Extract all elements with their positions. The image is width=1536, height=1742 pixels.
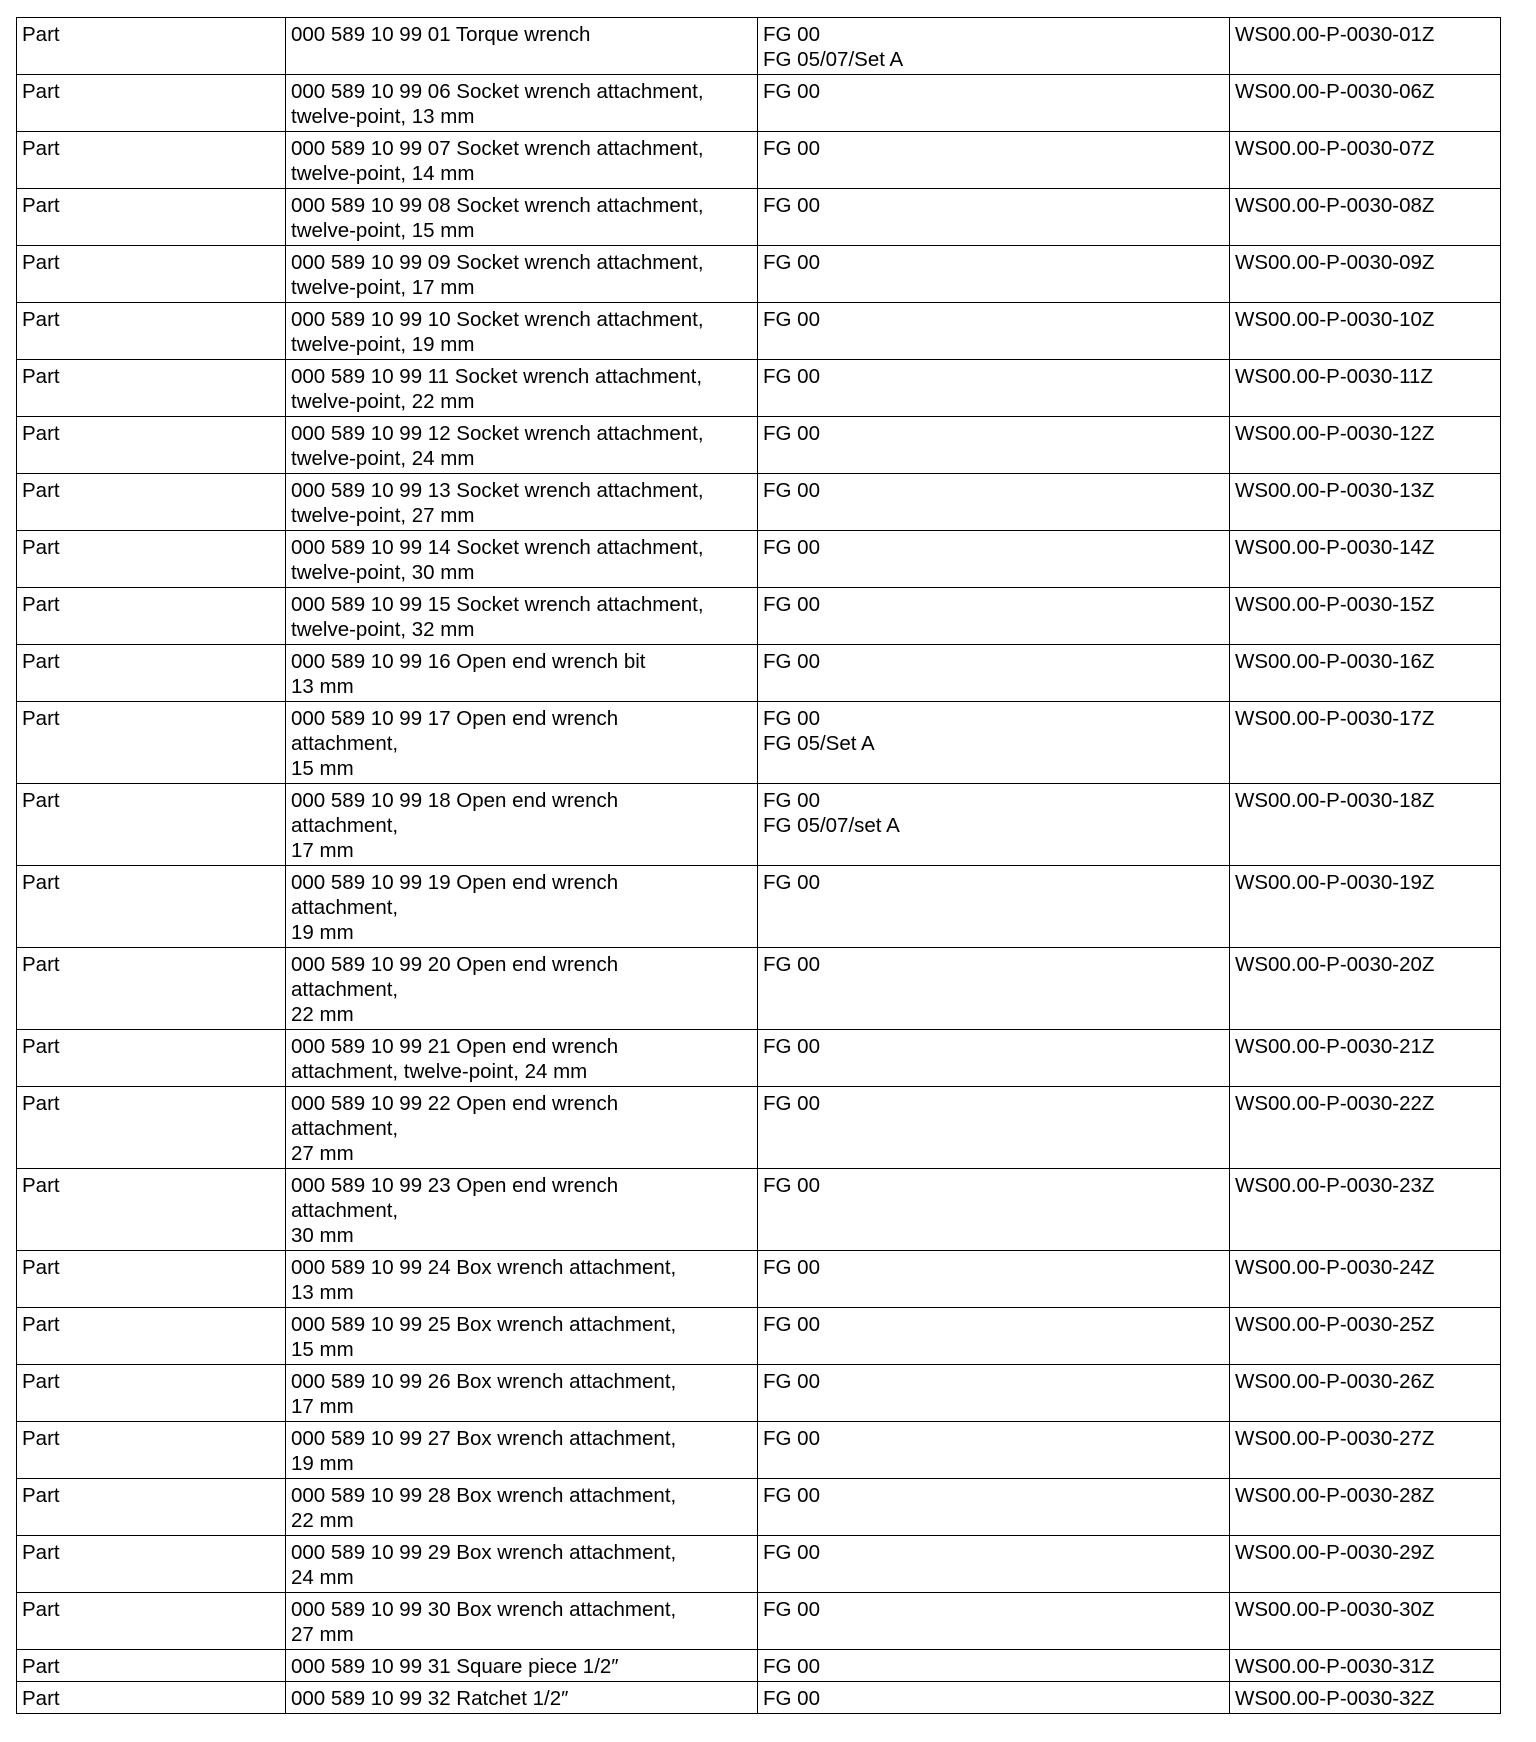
cell-function-group: FG 00: [758, 474, 1230, 531]
cell-document-number: WS00.00-P-0030-30Z: [1230, 1593, 1501, 1650]
cell-function-group: FG 00: [758, 645, 1230, 702]
cell-document-number: WS00.00-P-0030-14Z: [1230, 531, 1501, 588]
cell-description: 000 589 10 99 23 Open end wrench attachment, 30 mm: [286, 1169, 758, 1251]
table-row: [17, 645, 1501, 702]
cell-description: 000 589 10 99 28 Box wrench attachment, 22 mm: [286, 1479, 758, 1536]
cell-document-number: WS00.00-P-0030-01Z: [1230, 18, 1501, 75]
cell-function-group: FG 00: [758, 1682, 1230, 1714]
cell-description: 000 589 10 99 11 Socket wrench attachment, twelve-point, 22 mm: [286, 360, 758, 417]
cell-type: Part: [17, 645, 286, 702]
cell-description: 000 589 10 99 09 Socket wrench attachment, twelve-point, 17 mm: [286, 246, 758, 303]
cell-document-number: WS00.00-P-0030-13Z: [1230, 474, 1501, 531]
cell-type: Part: [17, 18, 286, 75]
cell-function-group: FG 00: [758, 531, 1230, 588]
cell-type: Part: [17, 1365, 286, 1422]
table-row: [17, 1365, 1501, 1422]
table-row: [17, 474, 1501, 531]
table-row: [17, 189, 1501, 246]
cell-description: 000 589 10 99 06 Socket wrench attachment, twelve-point, 13 mm: [286, 75, 758, 132]
cell-type: Part: [17, 1682, 286, 1714]
cell-type: Part: [17, 702, 286, 784]
table-row: [17, 18, 1501, 75]
parts-table-body: [17, 18, 1501, 1714]
table-row: [17, 303, 1501, 360]
cell-description: 000 589 10 99 01 Torque wrench: [286, 18, 758, 75]
cell-type: Part: [17, 1479, 286, 1536]
cell-function-group: FG 00: [758, 132, 1230, 189]
cell-function-group: FG 00: [758, 1593, 1230, 1650]
table-row: [17, 246, 1501, 303]
cell-document-number: WS00.00-P-0030-28Z: [1230, 1479, 1501, 1536]
cell-function-group: FG 00: [758, 588, 1230, 645]
cell-function-group: FG 00: [758, 417, 1230, 474]
cell-description: 000 589 10 99 22 Open end wrench attachment, 27 mm: [286, 1087, 758, 1169]
cell-description: 000 589 10 99 20 Open end wrench attachment, 22 mm: [286, 948, 758, 1030]
cell-function-group: FG 00: [758, 1030, 1230, 1087]
cell-document-number: WS00.00-P-0030-16Z: [1230, 645, 1501, 702]
table-row: [17, 1169, 1501, 1251]
cell-function-group: FG 00: [758, 1087, 1230, 1169]
table-row: [17, 866, 1501, 948]
cell-type: Part: [17, 1422, 286, 1479]
cell-type: Part: [17, 1251, 286, 1308]
cell-function-group: FG 00: [758, 1308, 1230, 1365]
cell-type: Part: [17, 531, 286, 588]
cell-function-group: FG 00: [758, 948, 1230, 1030]
cell-description: 000 589 10 99 19 Open end wrench attachment, 19 mm: [286, 866, 758, 948]
cell-function-group: FG 00: [758, 1169, 1230, 1251]
cell-type: Part: [17, 1030, 286, 1087]
cell-description: 000 589 10 99 25 Box wrench attachment, 15 mm: [286, 1308, 758, 1365]
cell-description: 000 589 10 99 31 Square piece 1/2″: [286, 1650, 758, 1682]
cell-document-number: WS00.00-P-0030-22Z: [1230, 1087, 1501, 1169]
cell-document-number: WS00.00-P-0030-08Z: [1230, 189, 1501, 246]
cell-type: Part: [17, 132, 286, 189]
cell-function-group: FG 00: [758, 303, 1230, 360]
cell-type: Part: [17, 417, 286, 474]
cell-document-number: WS00.00-P-0030-06Z: [1230, 75, 1501, 132]
table-row: [17, 1479, 1501, 1536]
cell-function-group: FG 00 FG 05/07/set A: [758, 784, 1230, 866]
cell-function-group: FG 00: [758, 1365, 1230, 1422]
cell-type: Part: [17, 189, 286, 246]
cell-description: 000 589 10 99 32 Ratchet 1/2″: [286, 1682, 758, 1714]
cell-document-number: WS00.00-P-0030-17Z: [1230, 702, 1501, 784]
cell-description: 000 589 10 99 16 Open end wrench bit 13 mm: [286, 645, 758, 702]
cell-document-number: WS00.00-P-0030-20Z: [1230, 948, 1501, 1030]
table-row: [17, 1536, 1501, 1593]
cell-description: 000 589 10 99 17 Open end wrench attachment, 15 mm: [286, 702, 758, 784]
cell-function-group: FG 00: [758, 75, 1230, 132]
table-row: [17, 1682, 1501, 1714]
cell-description: 000 589 10 99 26 Box wrench attachment, 17 mm: [286, 1365, 758, 1422]
cell-document-number: WS00.00-P-0030-09Z: [1230, 246, 1501, 303]
table-row: [17, 417, 1501, 474]
table-row: [17, 1422, 1501, 1479]
cell-document-number: WS00.00-P-0030-19Z: [1230, 866, 1501, 948]
table-row: [17, 588, 1501, 645]
cell-type: Part: [17, 588, 286, 645]
cell-function-group: FG 00 FG 05/07/Set A: [758, 18, 1230, 75]
cell-type: Part: [17, 474, 286, 531]
cell-document-number: WS00.00-P-0030-12Z: [1230, 417, 1501, 474]
table-row: [17, 1087, 1501, 1169]
cell-document-number: WS00.00-P-0030-32Z: [1230, 1682, 1501, 1714]
cell-function-group: FG 00: [758, 360, 1230, 417]
cell-type: Part: [17, 866, 286, 948]
cell-document-number: WS00.00-P-0030-25Z: [1230, 1308, 1501, 1365]
cell-function-group: FG 00 FG 05/Set A: [758, 702, 1230, 784]
table-row: [17, 1593, 1501, 1650]
cell-type: Part: [17, 1593, 286, 1650]
cell-document-number: WS00.00-P-0030-18Z: [1230, 784, 1501, 866]
cell-type: Part: [17, 1308, 286, 1365]
cell-type: Part: [17, 948, 286, 1030]
cell-document-number: WS00.00-P-0030-21Z: [1230, 1030, 1501, 1087]
cell-description: 000 589 10 99 13 Socket wrench attachment, twelve-point, 27 mm: [286, 474, 758, 531]
cell-type: Part: [17, 303, 286, 360]
cell-document-number: WS00.00-P-0030-15Z: [1230, 588, 1501, 645]
table-row: [17, 132, 1501, 189]
cell-document-number: WS00.00-P-0030-24Z: [1230, 1251, 1501, 1308]
cell-document-number: WS00.00-P-0030-07Z: [1230, 132, 1501, 189]
cell-description: 000 589 10 99 12 Socket wrench attachment, twelve-point, 24 mm: [286, 417, 758, 474]
cell-description: 000 589 10 99 14 Socket wrench attachment, twelve-point, 30 mm: [286, 531, 758, 588]
cell-function-group: FG 00: [758, 1479, 1230, 1536]
cell-type: Part: [17, 246, 286, 303]
cell-description: 000 589 10 99 24 Box wrench attachment, 13 mm: [286, 1251, 758, 1308]
cell-document-number: WS00.00-P-0030-11Z: [1230, 360, 1501, 417]
table-row: [17, 360, 1501, 417]
table-row: [17, 1030, 1501, 1087]
cell-description: 000 589 10 99 18 Open end wrench attachment, 17 mm: [286, 784, 758, 866]
cell-type: Part: [17, 1650, 286, 1682]
cell-function-group: FG 00: [758, 866, 1230, 948]
cell-description: 000 589 10 99 15 Socket wrench attachment, twelve-point, 32 mm: [286, 588, 758, 645]
table-row: [17, 1650, 1501, 1682]
cell-document-number: WS00.00-P-0030-10Z: [1230, 303, 1501, 360]
table-row: [17, 1308, 1501, 1365]
parts-table: [16, 17, 1501, 1714]
cell-type: Part: [17, 75, 286, 132]
table-row: [17, 1251, 1501, 1308]
cell-function-group: FG 00: [758, 246, 1230, 303]
cell-function-group: FG 00: [758, 1650, 1230, 1682]
cell-document-number: WS00.00-P-0030-29Z: [1230, 1536, 1501, 1593]
table-row: [17, 948, 1501, 1030]
cell-document-number: WS00.00-P-0030-31Z: [1230, 1650, 1501, 1682]
cell-function-group: FG 00: [758, 1422, 1230, 1479]
cell-type: Part: [17, 1536, 286, 1593]
cell-type: Part: [17, 1087, 286, 1169]
cell-description: 000 589 10 99 08 Socket wrench attachment, twelve-point, 15 mm: [286, 189, 758, 246]
cell-description: 000 589 10 99 07 Socket wrench attachment, twelve-point, 14 mm: [286, 132, 758, 189]
table-row: [17, 531, 1501, 588]
cell-function-group: FG 00: [758, 1251, 1230, 1308]
cell-description: 000 589 10 99 30 Box wrench attachment, 27 mm: [286, 1593, 758, 1650]
table-row: [17, 702, 1501, 784]
cell-type: Part: [17, 1169, 286, 1251]
cell-description: 000 589 10 99 21 Open end wrench attachment, twelve-point, 24 mm: [286, 1030, 758, 1087]
cell-document-number: WS00.00-P-0030-27Z: [1230, 1422, 1501, 1479]
table-row: [17, 75, 1501, 132]
cell-function-group: FG 00: [758, 189, 1230, 246]
cell-type: Part: [17, 360, 286, 417]
cell-description: 000 589 10 99 27 Box wrench attachment, 19 mm: [286, 1422, 758, 1479]
cell-function-group: FG 00: [758, 1536, 1230, 1593]
cell-description: 000 589 10 99 29 Box wrench attachment, 24 mm: [286, 1536, 758, 1593]
table-row: [17, 784, 1501, 866]
cell-type: Part: [17, 784, 286, 866]
cell-description: 000 589 10 99 10 Socket wrench attachment, twelve-point, 19 mm: [286, 303, 758, 360]
cell-document-number: WS00.00-P-0030-26Z: [1230, 1365, 1501, 1422]
cell-document-number: WS00.00-P-0030-23Z: [1230, 1169, 1501, 1251]
